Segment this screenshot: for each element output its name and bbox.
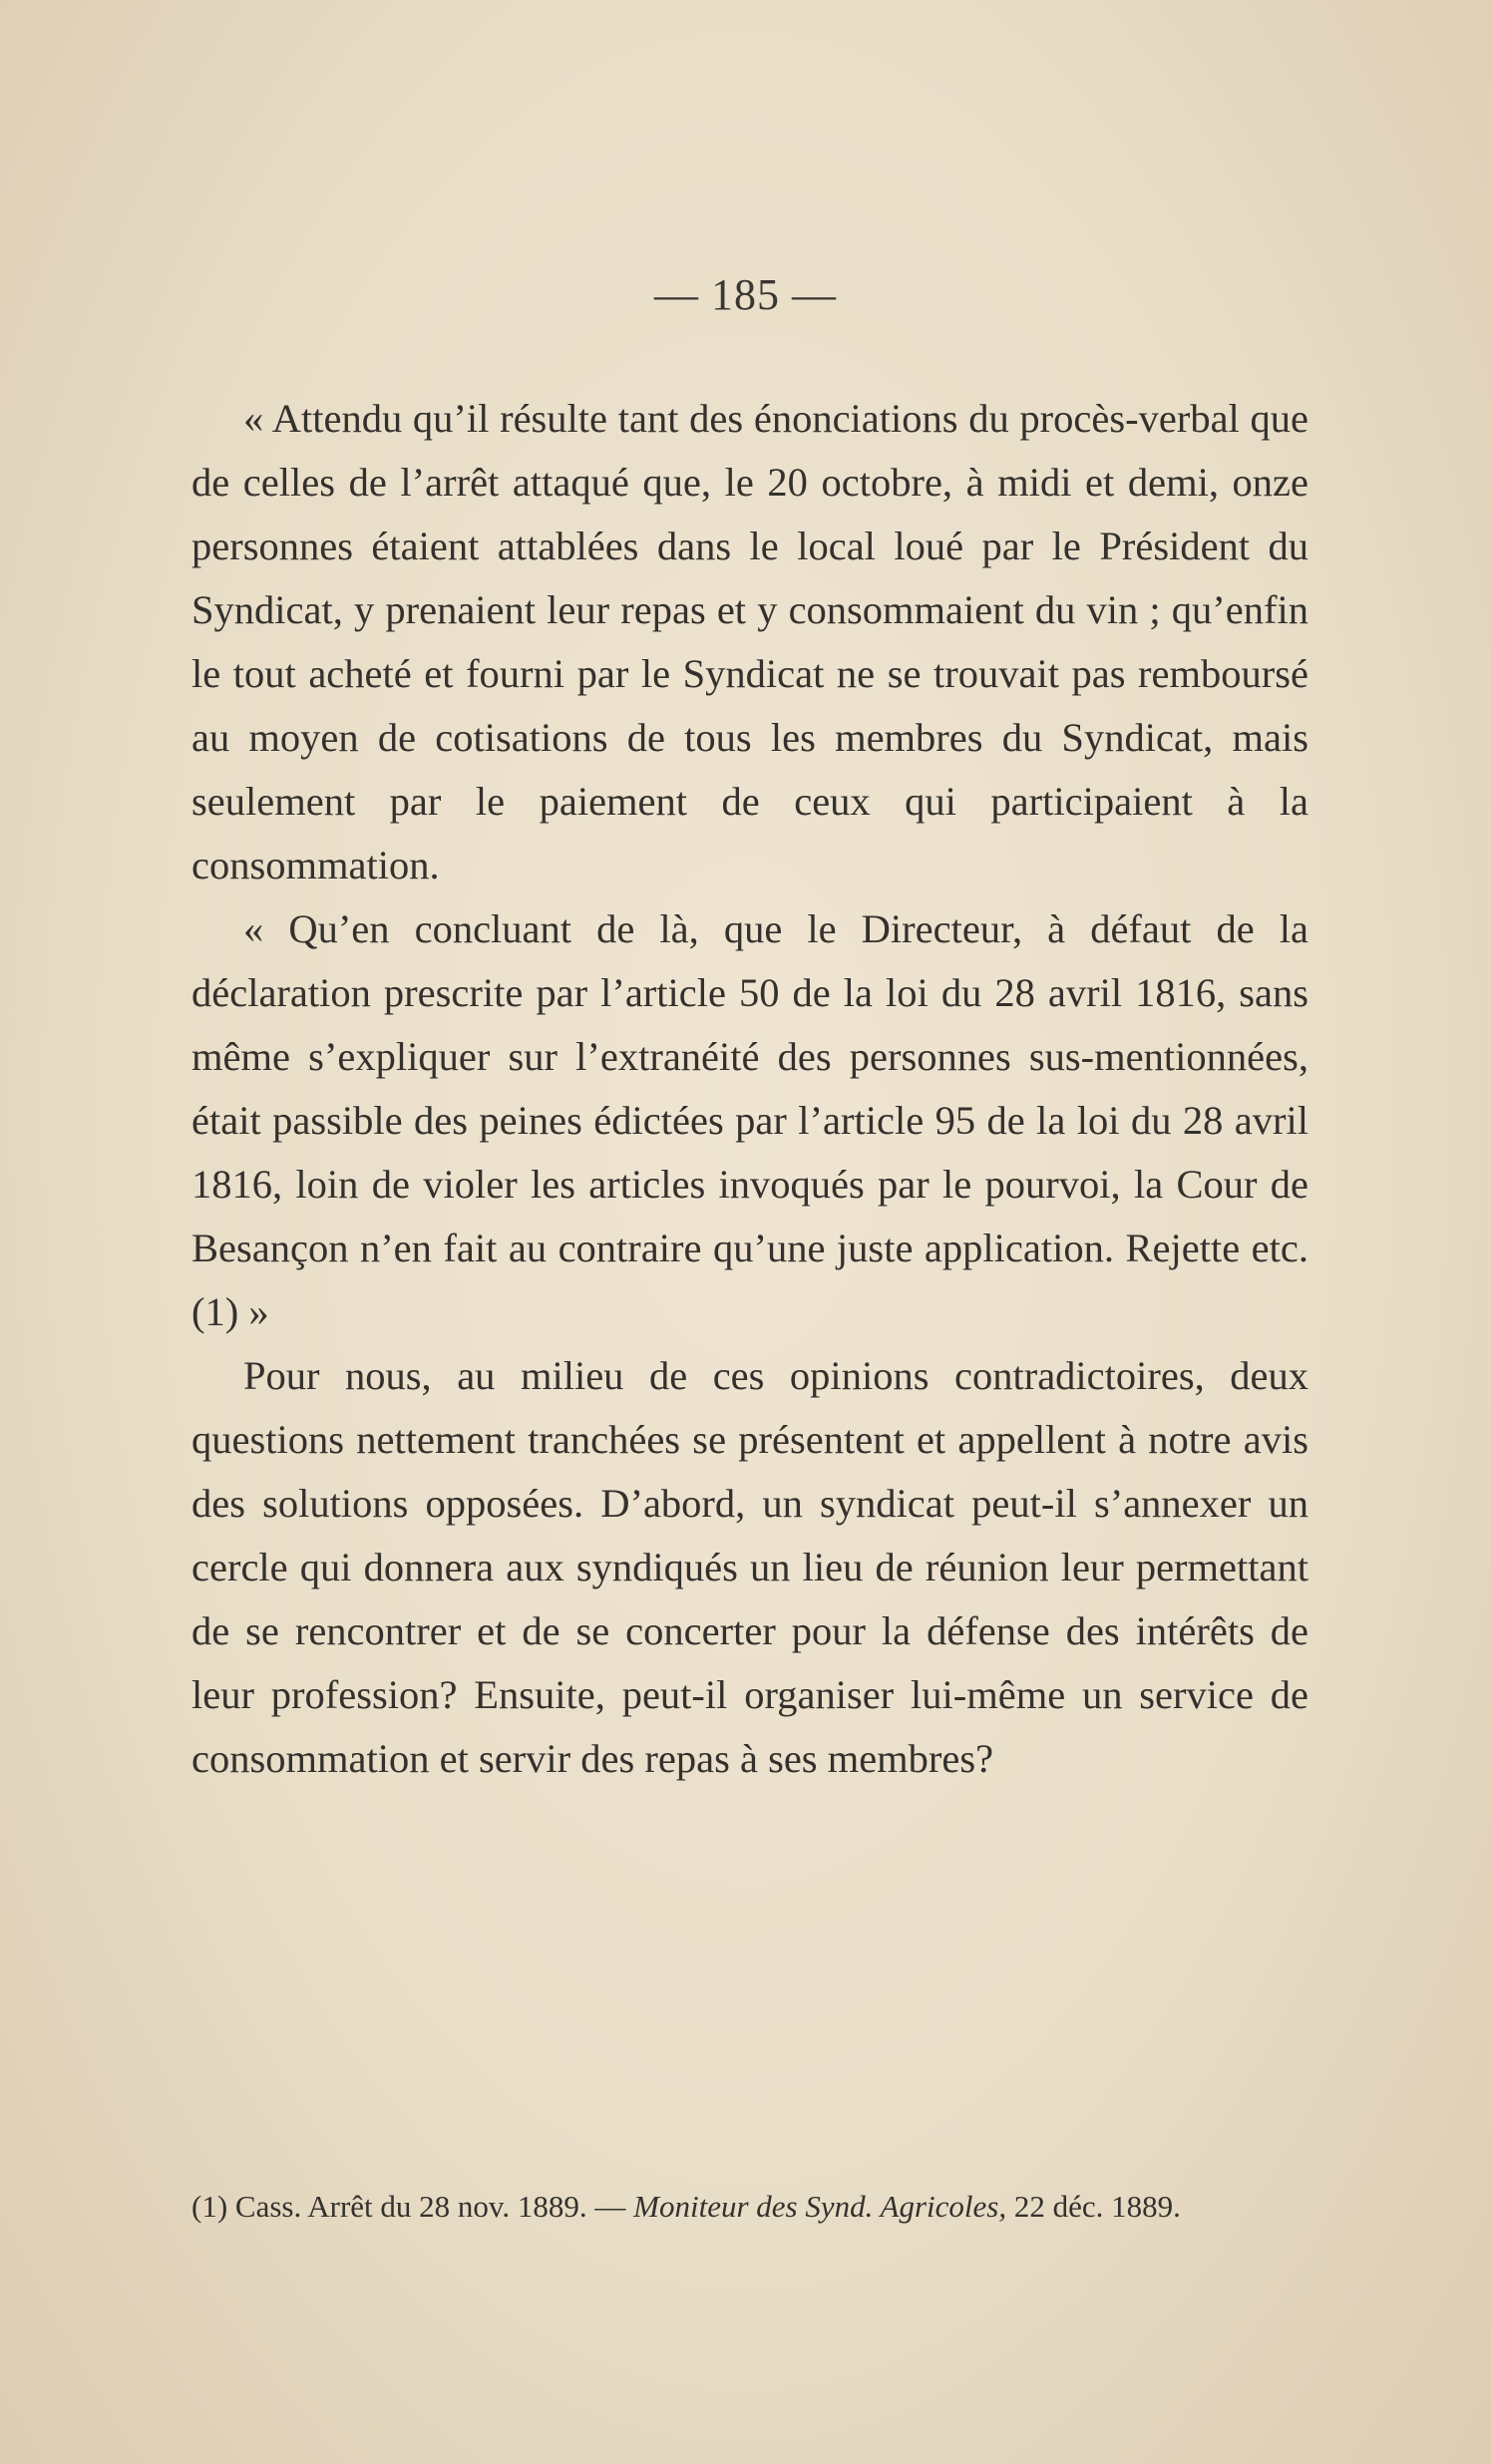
footnote — [191, 2184, 1308, 2230]
paragraph-concluant: « Qu’en concluant de là, que le Directeur, à défaut de la déclaration prescrite par l’article 50 de la loi du 28 avril 1816, sans même s’expliquer sur l’extranéité des personnes sus-mentionnées, était passible des peines édictées par l’article 95 de la loi du 28 avril 1816, loin de violer les articles invoqués par le pourvoi, la Cour de Besançon n’en fait au contraire qu’une juste application. Rejette etc. (1) » — [191, 906, 1308, 1334]
footnote-source: Moniteur des Synd. Agricoles, — [633, 2189, 1007, 2224]
page-number: — 185 — — [654, 270, 837, 319]
paragraph-pour-nous: Pour nous, au milieu de ces opinions contradictoires, deux questions nettement tranchées se présentent et appellent à notre avis des solutions opposées. D’abord, un syndicat peut-il s’annexer un cercle qui donnera aux syndiqués un lieu de réunion leur permettant de se rencontrer et de se concerter pour la défense des intérêts de leur profession? Ensuite, peut-il organiser lui-même un service de consommation et servir des repas à ses membres? — [191, 1353, 1308, 1781]
paragraph-attendu: « Attendu qu’il résulte tant des énonciations du procès-verbal que de celles de l’arrêt attaqué que, le 20 octobre, à midi et demi, onze personnes étaient attablées dans le local loué par le Président du Syndicat, y prenaient leur repas et y consommaient du vin ; qu’enfin le tout acheté et fourni par le Syndicat ne se trouvait pas remboursé au moyen de cotisations de tous les membres du Syndicat, mais seulement par le paiement de ceux qui participaient à la consommation. — [191, 396, 1308, 887]
footnote-citation: (1) Cass. Arrêt du 28 nov. 1889. — — [191, 2189, 634, 2224]
body-text — [191, 387, 1308, 1791]
footnote-date: 22 déc. 1889. — [1006, 2189, 1181, 2224]
